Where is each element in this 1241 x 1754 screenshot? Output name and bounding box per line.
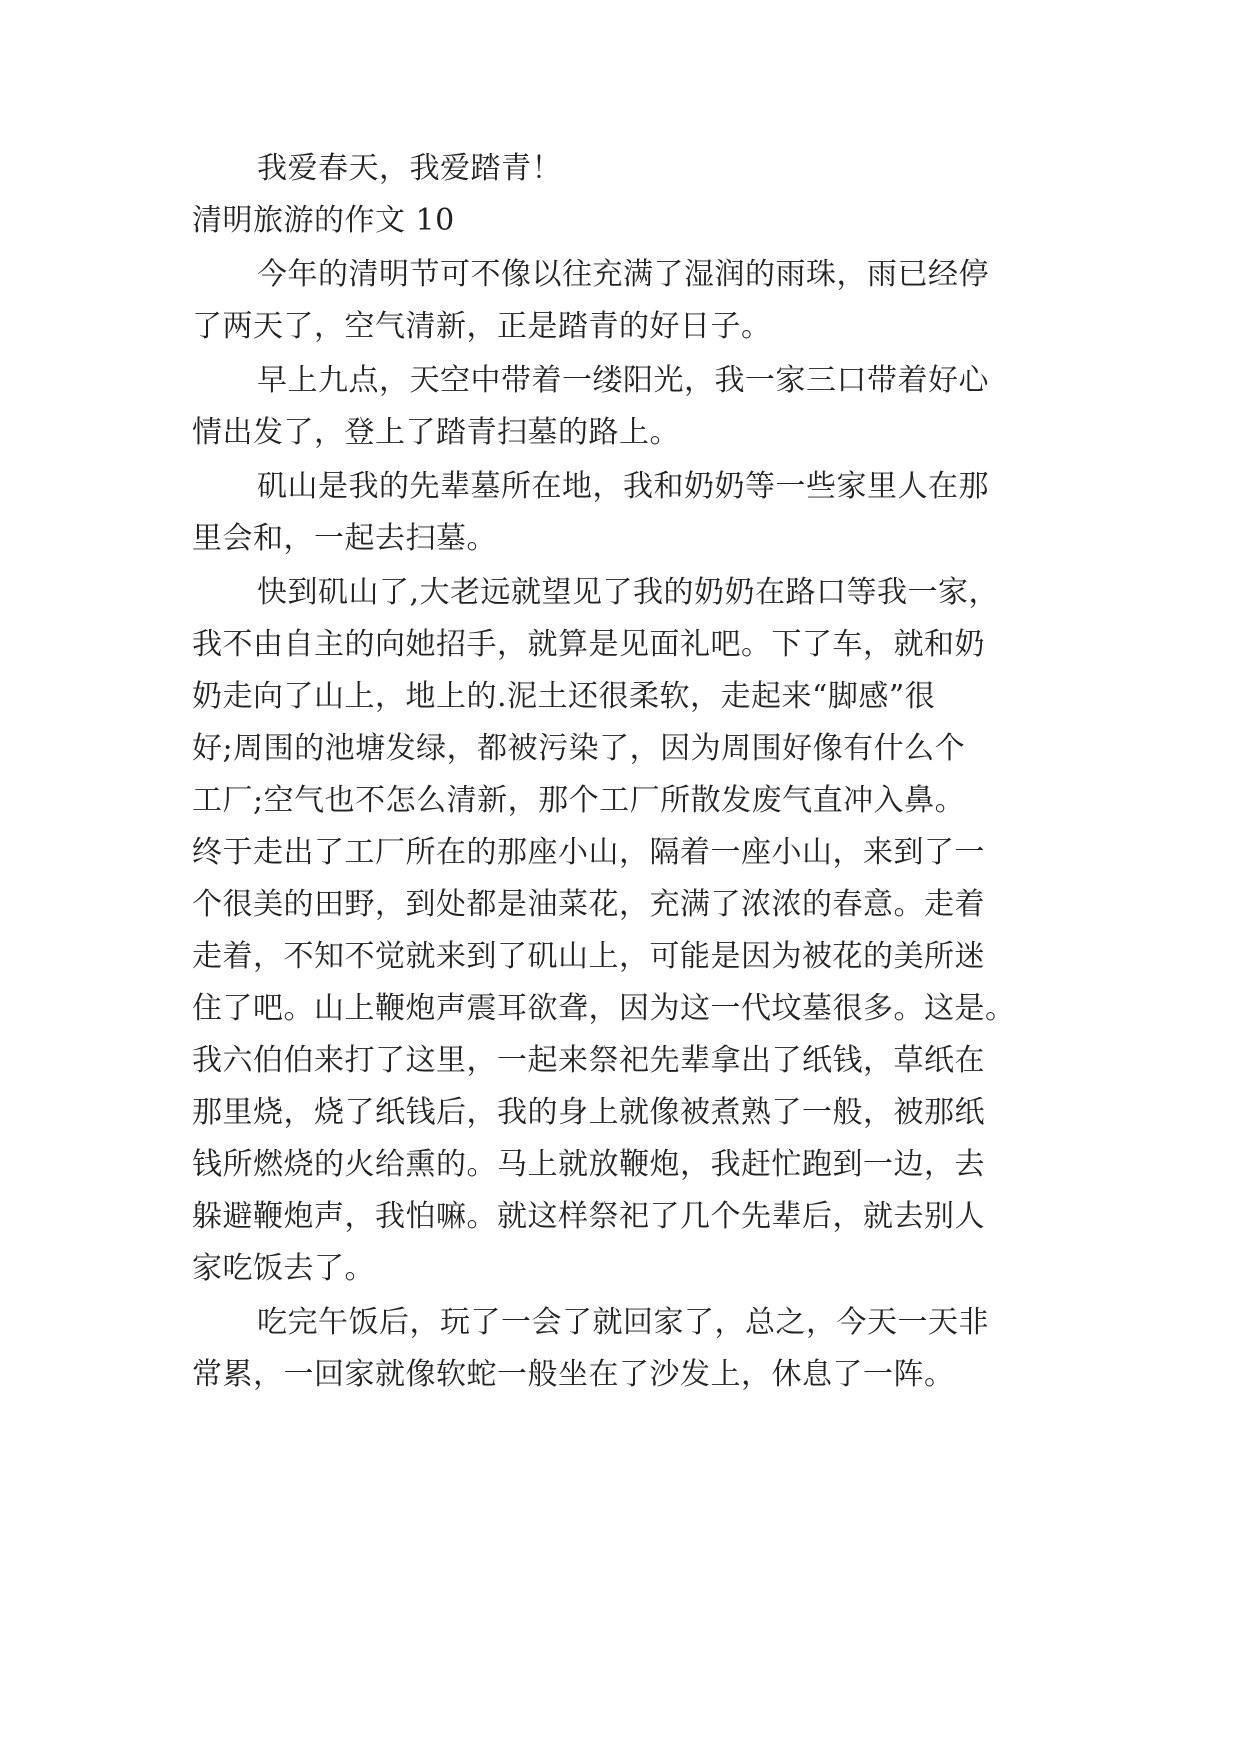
paragraph-4-line-10: 我六伯伯来打了这里，一起来祭祀先辈拿出了纸钱，草纸在 xyxy=(192,1043,985,1078)
paragraph-4-line-13: 躲避鞭炮声，我怕嘛。就这样祭祀了几个先辈后，就去别人 xyxy=(192,1199,985,1234)
paragraph-1-line-1: 今年的清明节可不像以往充满了湿润的雨珠，雨已经停 xyxy=(257,257,989,292)
paragraph-4-line-7: 个很美的田野，到处都是油菜花，充满了浓浓的春意。走着 xyxy=(192,887,985,922)
essay-title: 清明旅游的作文 10 xyxy=(192,203,455,238)
paragraph-4-line-11: 那里烧，烧了纸钱后，我的身上就像被煮熟了一般，被那纸 xyxy=(192,1095,985,1130)
paragraph-4-line-9: 住了吧。山上鞭炮声震耳欲聋，因为这一代坟墓很多。这是。 xyxy=(192,991,1016,1026)
paragraph-1-line-2: 了两天了，空气清新，正是踏青的好日子。 xyxy=(192,309,772,344)
paragraph-5-line-1: 吃完午饭后，玩了一会了就回家了，总之，今天一天非 xyxy=(257,1305,989,1340)
paragraph-3-line-1: 矶山是我的先辈墓所在地，我和奶奶等一些家里人在那 xyxy=(257,469,989,504)
paragraph-4-line-8: 走着，不知不觉就来到了矶山上，可能是因为被花的美所迷 xyxy=(192,939,985,974)
paragraph-4-line-1: 快到矶山了,大老远就望见了我的奶奶在路口等我一家， xyxy=(257,575,1000,610)
paragraph-4-line-4: 好;周围的池塘发绿，都被污染了，因为周围好像有什么个 xyxy=(192,731,966,766)
paragraph-4-line-6: 终于走出了工厂所在的那座小山，隔着一座小山，来到了一 xyxy=(192,835,985,870)
closing-line: 我爱春天，我爱踏青！ xyxy=(257,151,562,186)
paragraph-4-line-12: 钱所燃烧的火给熏的。马上就放鞭炮，我赶忙跑到一边，去 xyxy=(192,1147,985,1182)
paragraph-2-line-2: 情出发了，登上了踏青扫墓的路上。 xyxy=(192,415,680,450)
paragraph-4-line-5: 工厂;空气也不怎么清新，那个工厂所散发废气直冲入鼻。 xyxy=(192,783,966,818)
paragraph-4-line-14: 家吃饭去了。 xyxy=(192,1251,375,1286)
paragraph-5-line-2: 常累，一回家就像软蛇一般坐在了沙发上，休息了一阵。 xyxy=(192,1357,955,1392)
paragraph-4-line-2: 我不由自主的向她招手，就算是见面礼吧。下了车，就和奶 xyxy=(192,627,985,662)
paragraph-4-line-3: 奶走向了山上，地上的.泥土还很柔软，走起来“脚感”很 xyxy=(192,679,936,714)
paragraph-3-line-2: 里会和，一起去扫墓。 xyxy=(192,521,497,556)
paragraph-2-line-1: 早上九点，天空中带着一缕阳光，我一家三口带着好心 xyxy=(257,363,989,398)
